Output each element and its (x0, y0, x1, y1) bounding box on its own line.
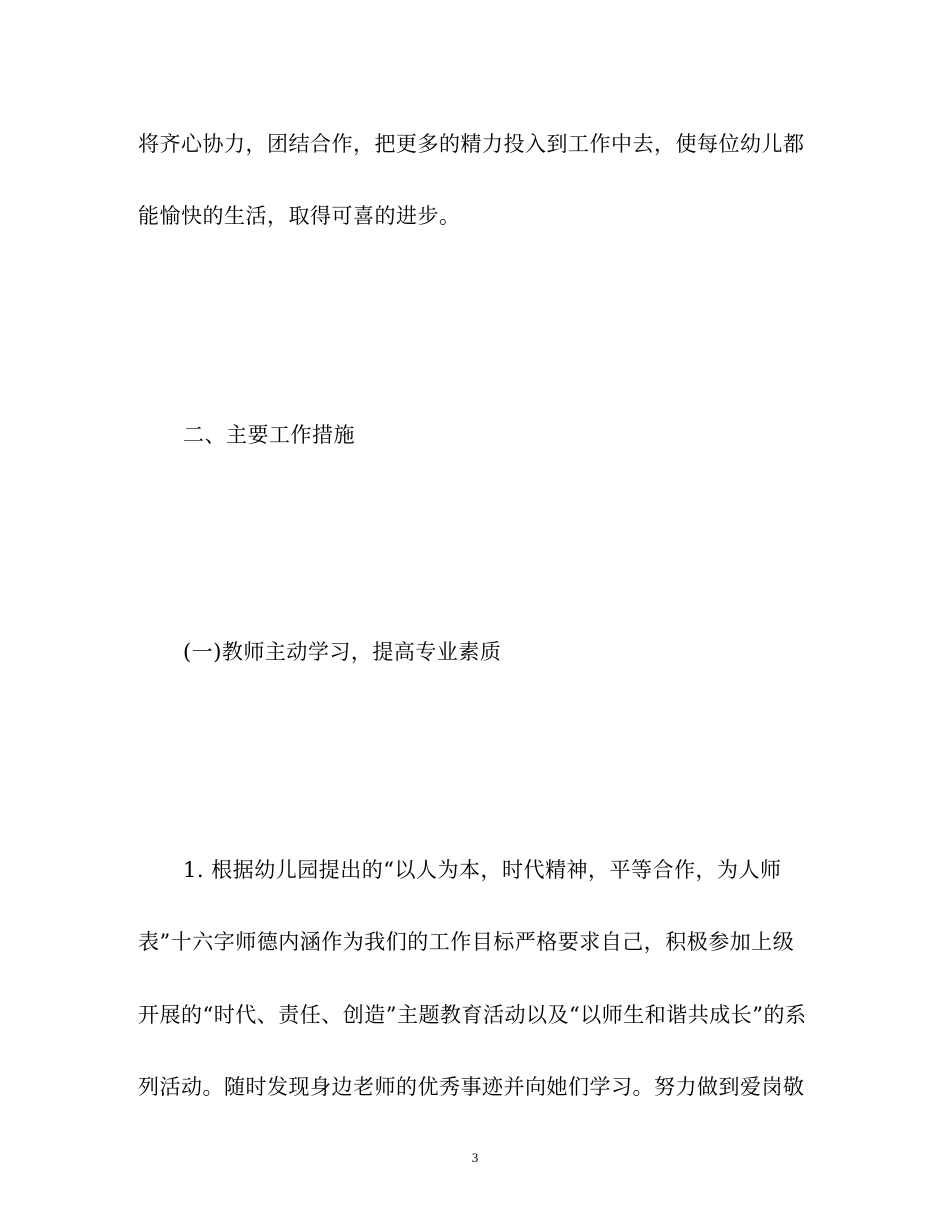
paragraph-line: 将齐心协力，团结合作，把更多的精力投入到工作中去，使每位幼儿都 (138, 132, 805, 156)
subsection-heading: (一)教师主动学习，提高专业素质 (183, 640, 502, 664)
page-number: 3 (471, 1150, 479, 1165)
paragraph-line: 能愉快的生活，取得可喜的进步。 (138, 204, 461, 228)
section-heading: 二、主要工作措施 (183, 423, 355, 447)
paragraph-line: 表”十六字师德内涵作为我们的工作目标严格要求自己，积极参加上级 (138, 930, 795, 954)
paragraph-line: 1. 根据幼儿园提出的“以人为本，时代精神，平等合作，为人师 (183, 858, 782, 882)
paragraph-line: 开展的“时代、责任、创造”主题教育活动以及“以师生和谐共成长”的系 (138, 1003, 807, 1027)
paragraph-line: 列活动。随时发现身边老师的优秀事迹并向她们学习。努力做到爱岗敬 (138, 1075, 805, 1099)
